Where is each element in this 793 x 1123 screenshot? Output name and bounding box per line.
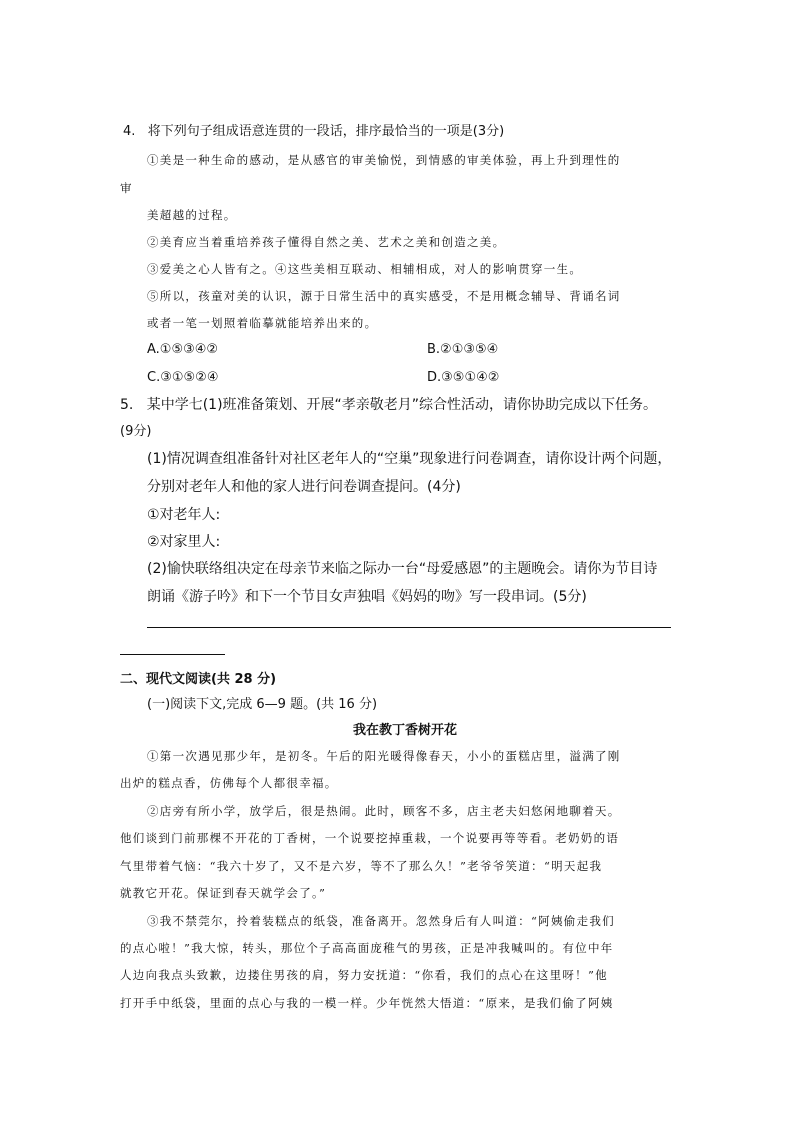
article-p3-cont2: 人边向我点头致歉，边搂住男孩的肩，努力安抚道：“你看，我们的点心在这里呀！”他 xyxy=(120,968,608,982)
q5-part1: (1)情况调查组准备针对社区老年人的“空巢”现象进行问卷调查，请你设计两个问题， xyxy=(147,451,672,467)
q4-sentence-5: ⑤所以，孩童对美的认识，源于日常生活中的真实感受，不是用概念辅导、背诵名词 xyxy=(147,289,621,303)
q4-option-b: B.②①③⑤④ xyxy=(427,342,499,357)
section-heading: 二、现代文阅读(共 28 分) xyxy=(120,672,277,687)
article-p3: ③我不禁莞尔，拎着装糕点的纸袋，准备离开。忽然身后有人叫道：“阿姨偷走我们 xyxy=(147,914,615,928)
q5-stem: 5. 某中学七(1)班准备策划、开展“孝亲敬老月”综合性活动，请你协助完成以下任务。 xyxy=(120,397,658,413)
q4-sentence-3-4: ③爱美之心人皆有之。④这些美相互联动、相辅相成，对人的影响贯穿一生。 xyxy=(147,262,583,276)
q5-elder-prompt: ①对老年人: xyxy=(147,507,221,523)
article-p3-cont1: 的点心啦！”我大惊，转头，那位个子高高面庞稚气的男孩，正是冲我喊叫的。有位中年 xyxy=(120,941,614,955)
article-p1: ①第一次遇见那少年，是初冬。午后的阳光暖得像春天，小小的蛋糕店里，溢满了刚 xyxy=(147,749,621,763)
q5-score: (9分) xyxy=(120,424,152,439)
article-p2: ②店旁有所小学，放学后，很是热闹。此时，顾客不多，店主老夫妇悠闲地聊着天。 xyxy=(147,804,621,818)
q4-sentence-1: ①美是一种生命的感动，是从感官的审美愉悦，到情感的审美体验，再上升到理性的 xyxy=(147,153,621,167)
q4-option-a: A.①⑤③④② xyxy=(147,342,219,357)
article-p2-cont1: 他们谈到门前那棵不开花的丁香树，一个说要挖掉重栽，一个说要再等等看。老奶奶的语 xyxy=(120,831,620,845)
article-p3-cont3: 打开手中纸袋，里面的点心与我的一模一样。少年恍然大悟道：“原来，是我们偷了阿姨 xyxy=(120,996,614,1010)
answer-line xyxy=(147,627,671,628)
q4-option-d: D.③⑤①④② xyxy=(427,370,500,385)
q5-part2-cont: 朗诵《游子吟》和下一个节目女声独唱《妈妈的吻》写一段串词。(5分) xyxy=(147,589,587,605)
article-p1-cont: 出炉的糕点香，仿佛每个人都很幸福。 xyxy=(120,776,338,790)
article-p2-cont3: 就教它开花。保证到春天就学会了。” xyxy=(120,886,327,900)
q4-option-c: C.③①⑤②④ xyxy=(147,370,219,385)
q5-part1-cont: 分别对老年人和他的家人进行问卷调查提问。(4分) xyxy=(147,479,461,495)
q4-sentence-2: ②美育应当着重培养孩子懂得自然之美、艺术之美和创造之美。 xyxy=(147,235,506,249)
article-p2-cont2: 气里带着气恼：“我六十岁了，又不是六岁，等不了那么久！”老爷爷笑道：“明天起我 xyxy=(120,859,603,873)
q4-sentence-5-cont: 或者一笔一划照着临摹就能培养出来的。 xyxy=(147,316,378,330)
q5-family-prompt: ②对家里人: xyxy=(147,534,221,550)
answer-line-end xyxy=(120,654,225,655)
q5-part2: (2)愉快联络组决定在母亲节来临之际办一台“母爱感恩”的主题晚会。请你为节目诗 xyxy=(147,561,658,577)
q4-sentence-1-wrap: 审 xyxy=(120,181,133,195)
article-title: 我在教丁香树开花 xyxy=(353,723,458,738)
q4-sentence-1-cont: 美超越的过程。 xyxy=(147,208,237,222)
section-instruction: (一)阅读下文,完成 6—9 题。(共 16 分) xyxy=(147,697,378,712)
q4-stem: 4. 将下列句子组成语意连贯的一段话，排序最恰当的一项是(3分) xyxy=(123,124,505,139)
